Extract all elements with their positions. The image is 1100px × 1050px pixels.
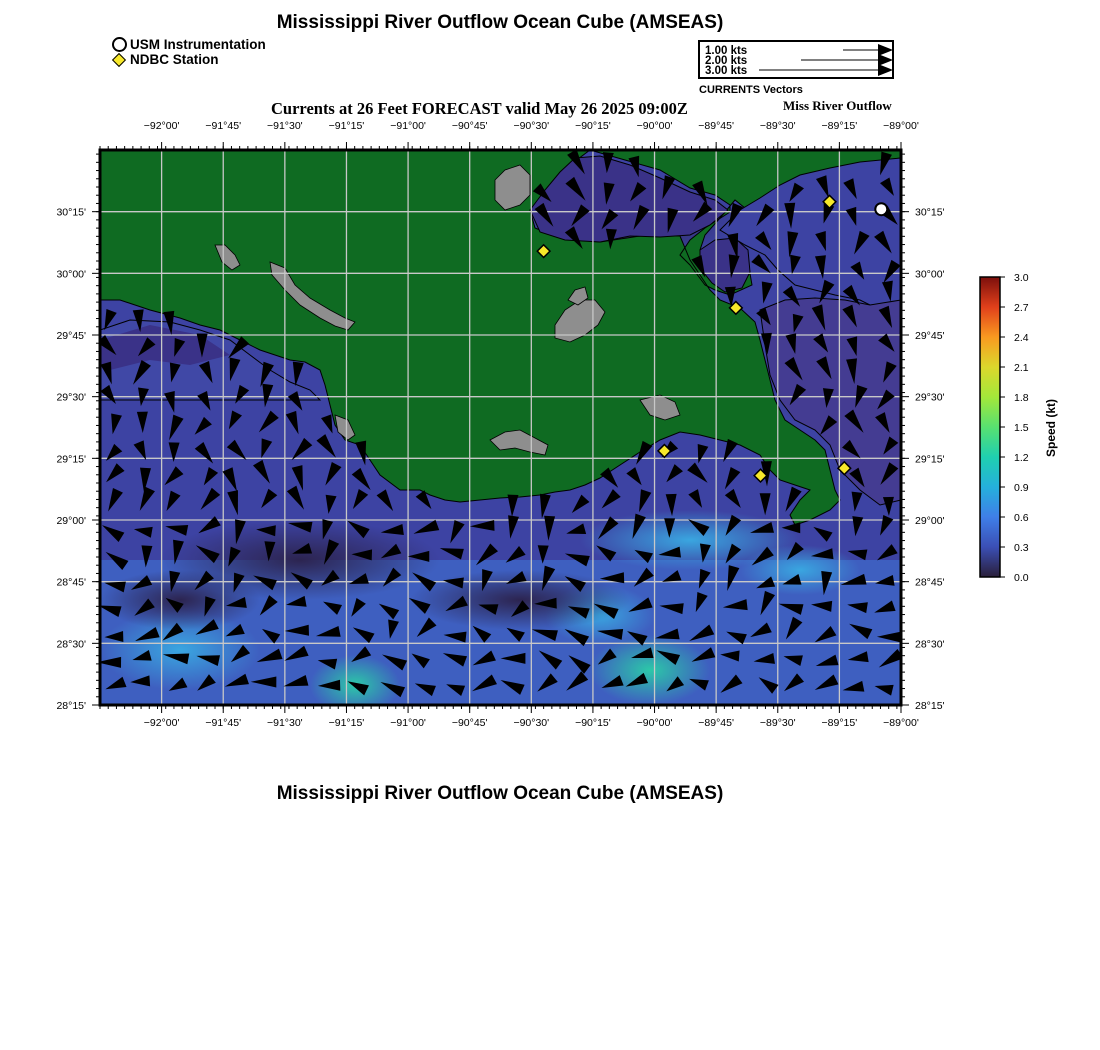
longitude-label: −91°30' bbox=[266, 120, 303, 132]
latitude-label: 29°30' bbox=[56, 391, 86, 404]
usm-station-marker[interactable] bbox=[875, 203, 887, 215]
longitude-label: −90°15' bbox=[575, 717, 611, 729]
latitude-label: 28°45' bbox=[56, 576, 86, 589]
latitude-label: 29°15' bbox=[915, 453, 945, 466]
usm-legend bbox=[112, 37, 266, 52]
colorbar-tick-label: 1.8 bbox=[1014, 392, 1029, 404]
colorbar-ticks bbox=[1000, 272, 1029, 584]
longitude-label: −90°45' bbox=[451, 717, 488, 729]
colorbar-tick-label: 0.3 bbox=[1014, 542, 1029, 554]
second-map-title: Mississippi River Outflow Ocean Cube (AMSEAS) bbox=[276, 783, 724, 804]
longitude-label: −91°30' bbox=[266, 717, 303, 729]
colorbar-label: Speed (kt) bbox=[1044, 398, 1058, 458]
diamond-icon bbox=[112, 52, 126, 66]
vector-scale-row-1: 1.00 kts bbox=[705, 45, 748, 57]
colorbar-tick-label: 2.1 bbox=[1014, 362, 1029, 374]
region-label: Miss River Outflow bbox=[783, 98, 892, 113]
latitude-label: 28°45' bbox=[915, 576, 945, 589]
longitude-label: −92°00' bbox=[143, 120, 180, 132]
colorbar-tick-label: 1.5 bbox=[1014, 422, 1029, 434]
latitude-label: 29°15' bbox=[56, 453, 86, 466]
map-subtitle: Currents at 26 Feet FORECAST valid May 26 2025 09:00Z bbox=[271, 99, 688, 118]
latitude-label: 30°15' bbox=[56, 206, 86, 219]
latitude-label: 30°00' bbox=[915, 268, 945, 281]
latitude-label: 30°00' bbox=[56, 268, 86, 281]
colorbar-tick-label: 1.2 bbox=[1014, 452, 1029, 464]
colorbar-tick-label: 0.9 bbox=[1014, 482, 1029, 494]
longitude-label: −92°00' bbox=[143, 717, 180, 729]
longitude-label: −89°30' bbox=[759, 120, 796, 132]
usm-legend-label: USM Instrumentation bbox=[130, 37, 266, 52]
longitude-label: −91°45' bbox=[205, 717, 242, 729]
longitude-label: −89°00' bbox=[883, 717, 919, 729]
colorbar-tick-label: 2.7 bbox=[1014, 302, 1029, 314]
colorbar-tick-label: 0.6 bbox=[1014, 512, 1029, 524]
map-title: Mississippi River Outflow Ocean Cube (AMSEAS) bbox=[276, 12, 724, 33]
latitude-label: 28°30' bbox=[56, 638, 86, 651]
longitude-label: −91°00' bbox=[390, 120, 426, 132]
latitude-label: 29°30' bbox=[915, 391, 945, 404]
circle-icon bbox=[112, 37, 127, 52]
latitude-label: 28°15' bbox=[915, 700, 945, 712]
longitude-label: −89°15' bbox=[821, 120, 858, 132]
vector-scale-arrows bbox=[698, 40, 894, 79]
ndbc-legend bbox=[112, 52, 219, 67]
latitude-label: 28°30' bbox=[915, 638, 945, 651]
latitude-label: 29°45' bbox=[915, 330, 945, 342]
vector-scale-row-3: 3.00 kts bbox=[705, 65, 748, 77]
colorbar-tick-label: 0.0 bbox=[1014, 572, 1029, 584]
latitude-label: 29°00' bbox=[915, 515, 945, 527]
speed-patch bbox=[590, 635, 710, 705]
longitude-label: −90°45' bbox=[451, 120, 488, 132]
longitude-label: −89°00' bbox=[883, 120, 919, 132]
longitude-label: −90°00' bbox=[636, 717, 673, 729]
longitude-label: −89°45' bbox=[698, 717, 735, 729]
longitude-label: −90°15' bbox=[575, 120, 611, 132]
vector-scale-row-2: 2.00 kts bbox=[705, 55, 748, 67]
longitude-label: −89°30' bbox=[759, 717, 796, 729]
longitude-label: −90°30' bbox=[513, 717, 550, 729]
colorbar-tick-label: 3.0 bbox=[1014, 272, 1029, 284]
longitude-label: −89°45' bbox=[698, 120, 735, 132]
longitude-label: −91°15' bbox=[328, 120, 365, 132]
longitude-label: −91°00' bbox=[390, 717, 426, 729]
vector-legend-caption: CURRENTS Vectors bbox=[699, 84, 803, 96]
longitude-label: −90°30' bbox=[513, 120, 550, 132]
latitude-label: 28°15' bbox=[56, 700, 86, 712]
vector-scale-legend bbox=[698, 40, 894, 79]
plot-area bbox=[97, 149, 903, 715]
ndbc-legend-label: NDBC Station bbox=[130, 52, 219, 67]
latitude-label: 30°15' bbox=[915, 206, 945, 219]
longitude-label: −89°15' bbox=[821, 717, 858, 729]
longitude-label: −91°15' bbox=[328, 717, 365, 729]
longitude-label: −91°45' bbox=[205, 120, 242, 132]
longitude-label: −90°00' bbox=[636, 120, 673, 132]
latitude-label: 29°00' bbox=[56, 515, 86, 527]
latitude-label: 29°45' bbox=[56, 330, 86, 342]
colorbar-tick-label: 2.4 bbox=[1014, 332, 1029, 344]
colorbar bbox=[980, 277, 1000, 577]
